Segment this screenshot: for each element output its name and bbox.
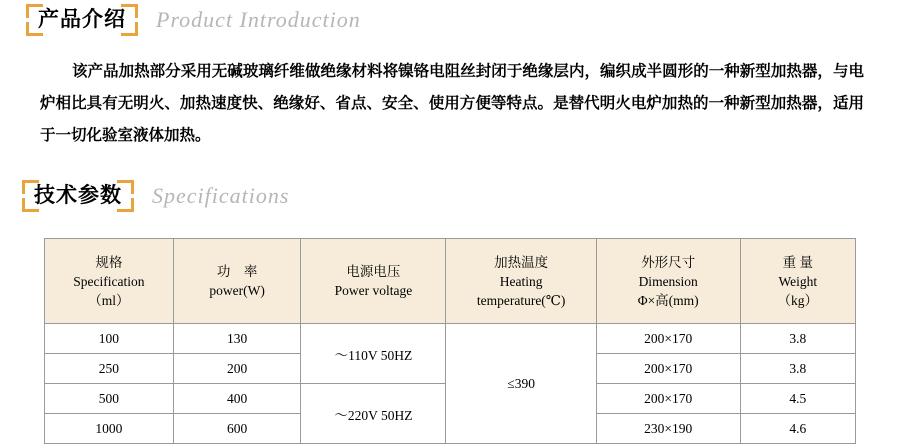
column-header-specification (45, 239, 174, 324)
header-unit: Φ×高(mm) (637, 292, 699, 308)
header-unit: （ml） (88, 292, 130, 308)
header-en: Power voltage (334, 283, 413, 298)
corner-top-left-icon (26, 4, 43, 18)
cell-weight: 3.8 (740, 354, 855, 384)
cell-heating-temperature: ≤390 (446, 324, 596, 444)
header-cn: 加热温度 (494, 254, 549, 270)
header-unit: temperature(℃) (476, 292, 566, 308)
cell-dimension: 200×170 (596, 384, 740, 414)
section-title-en: Specifications (152, 183, 290, 208)
corner-top-right-icon (117, 180, 134, 194)
column-header-dimension (596, 239, 740, 324)
section-title-en: Product Introduction (156, 7, 361, 32)
cell-weight: 4.6 (740, 414, 855, 444)
header-en: Heating (499, 273, 543, 289)
header-en: power(W) (209, 283, 265, 298)
cell-voltage-220: ～220V 50HZ (301, 384, 446, 444)
section-title-cn: 产品介绍 (38, 8, 126, 31)
intro-paragraph: 该产品加热部分采用无碱玻璃纤维做绝缘材料将镍铬电阻丝封闭于绝缘层内，编织成半圆形的一种新型加热器，与电炉相比具有无明火、加热速度快、绝缘好、省点、安全、使用方便等特点。是替代明火电炉加热的一种新型加热器，适用于一切化验室液体加热。 (40, 63, 864, 144)
section-heading-product-introduction (26, 4, 361, 36)
cell-specification: 1000 (45, 414, 174, 444)
cell-specification: 100 (45, 324, 174, 354)
cell-weight: 4.5 (740, 384, 855, 414)
cell-specification: 250 (45, 354, 174, 384)
header-cn: 重 量 (782, 254, 813, 270)
cell-weight: 3.8 (740, 324, 855, 354)
header-cn: 功 率 (216, 264, 258, 279)
header-cn: 外形尺寸 (641, 254, 696, 270)
section-title-cn: 技术参数 (34, 184, 122, 207)
column-header-heating-temperature (446, 239, 596, 324)
specifications-table (44, 238, 856, 444)
cell-power: 130 (173, 324, 301, 354)
section-heading-specifications (22, 180, 289, 212)
header-unit: （kg） (777, 292, 819, 308)
table-header-row (45, 239, 856, 324)
heading-box (26, 4, 138, 36)
cell-voltage-110: ～110V 50HZ (301, 324, 446, 384)
cell-dimension: 200×170 (596, 324, 740, 354)
cell-power: 200 (173, 354, 301, 384)
column-header-power (173, 239, 301, 324)
column-header-weight (740, 239, 855, 324)
column-header-power-voltage (301, 239, 446, 324)
header-en: Dimension (638, 273, 698, 289)
cell-specification: 500 (45, 384, 174, 414)
header-cn: 规格 (95, 254, 123, 270)
table-header (45, 239, 856, 324)
header-en: Specification (73, 273, 145, 289)
corner-bottom-left-icon (22, 198, 39, 212)
cell-power: 600 (173, 414, 301, 444)
header-en: Weight (778, 273, 818, 289)
corner-top-left-icon (22, 180, 39, 194)
corner-top-right-icon (121, 4, 138, 18)
corner-bottom-right-icon (121, 22, 138, 36)
corner-bottom-left-icon (26, 22, 43, 36)
header-cn: 电源电压 (346, 264, 401, 279)
cell-power: 400 (173, 384, 301, 414)
heading-box (22, 180, 134, 212)
cell-dimension: 200×170 (596, 354, 740, 384)
table-row (45, 324, 856, 354)
cell-dimension: 230×190 (596, 414, 740, 444)
corner-bottom-right-icon (117, 198, 134, 212)
